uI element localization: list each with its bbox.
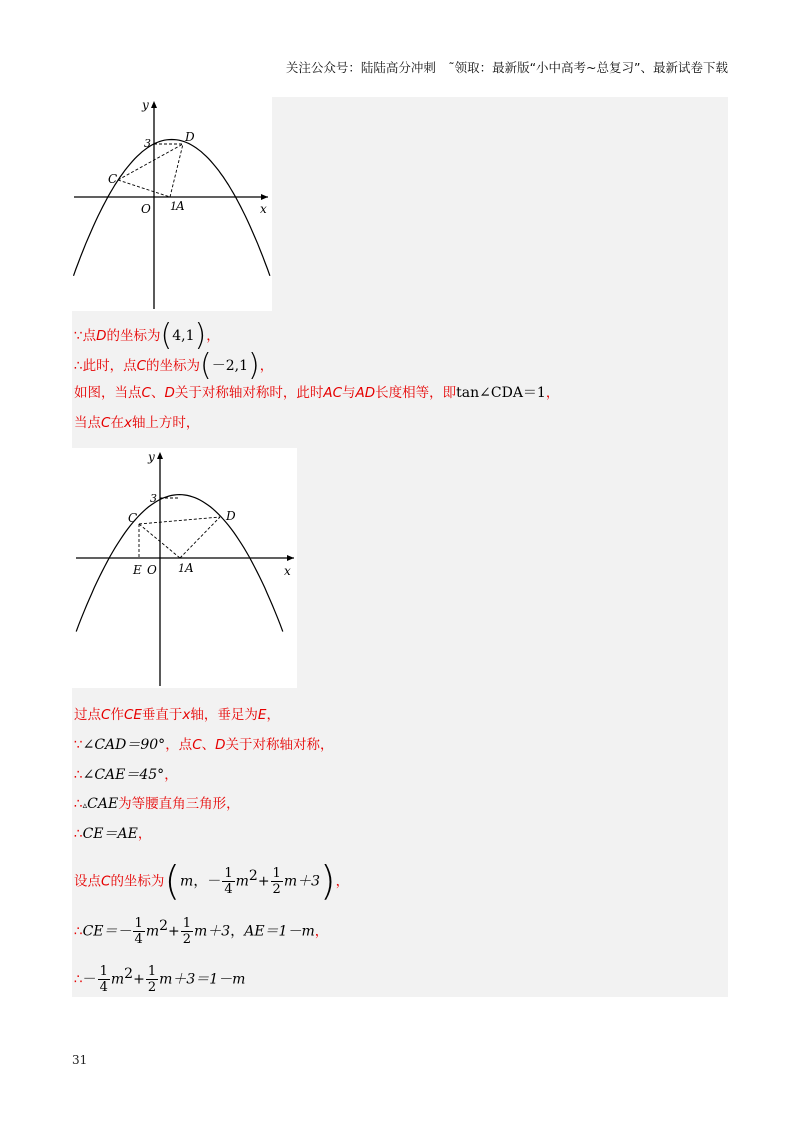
fig2-point-c: C bbox=[128, 511, 138, 525]
parabola-figure-1 bbox=[72, 97, 272, 311]
line-4: 当点C在x轴上方时， bbox=[74, 415, 200, 431]
page-header: 关注公众号：陆陆高分冲刺 ˜领取：最新版“小中高考~总复习”、最新试卷下载 bbox=[285, 60, 728, 75]
fig1-point-d: D bbox=[185, 130, 195, 144]
line-5: 过点C作CE垂直于x轴，垂足为E， bbox=[74, 707, 280, 723]
line-6: ∵∠CAD＝90°，点C、D关于对称轴对称， bbox=[74, 737, 334, 753]
line-2: ∴此时，点C的坐标为(－2,1)， bbox=[74, 348, 274, 383]
fig1-point-a: A bbox=[176, 199, 185, 213]
fig1-point-c: C bbox=[108, 172, 118, 186]
line-1: ∵点D的坐标为(4,1)， bbox=[74, 318, 220, 353]
fig1-one-label: 1 bbox=[170, 200, 177, 213]
fig1-y-label: y bbox=[142, 98, 149, 112]
line-12: ∴－ $\frac{1}{4}$ $m^2+$ $\frac{1}{2}$ m＋3＝1－m bbox=[74, 964, 246, 995]
fig2-point-e: E bbox=[133, 563, 142, 577]
fig2-x-label: x bbox=[284, 564, 291, 578]
fig2-point-a: A bbox=[185, 561, 194, 575]
line-9: ∴CE＝AE， bbox=[74, 826, 152, 842]
fig2-point-d: D bbox=[226, 509, 236, 523]
fig1-three-label: 3 bbox=[144, 137, 151, 150]
page-number: 31 bbox=[72, 1053, 88, 1067]
fig2-one-label: 1 bbox=[178, 562, 185, 575]
parabola-figure-2 bbox=[72, 448, 297, 688]
fig2-three-label: 3 bbox=[150, 492, 157, 505]
line-8: ∴▵CAE为等腰直角三角形， bbox=[74, 796, 240, 812]
fig1-x-label: x bbox=[260, 202, 267, 216]
line-3: 如图，当点C、D关于对称轴对称时，此时AC与AD长度相等，即tan∠CDA＝1， bbox=[74, 385, 560, 401]
fig1-origin: O bbox=[141, 202, 151, 216]
fig2-origin: O bbox=[147, 563, 157, 577]
fig2-y-label: y bbox=[148, 450, 155, 464]
solution-panel bbox=[72, 97, 728, 997]
line-11: ∴CE＝－ $\frac{1}{4}$ $m^2+$ $\frac{1}{2}$ m＋3，AE＝1－m， bbox=[74, 916, 329, 947]
line-7: ∴∠CAE＝45°， bbox=[74, 767, 178, 783]
line-10: 设点C的坐标为(m，－ $\frac{1}{4}$ $m^2+$ $\frac{1}{2}$ m＋3)， bbox=[74, 858, 350, 905]
